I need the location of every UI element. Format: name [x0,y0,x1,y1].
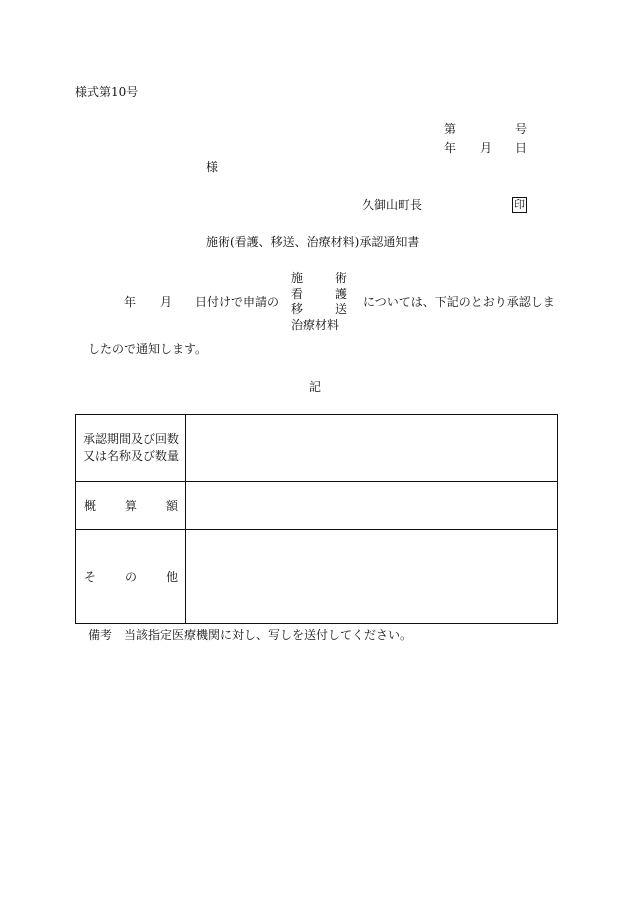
label-char: 算 [124,498,137,513]
label-char: 概 [84,498,97,513]
label-line: 承認期間及び回数 [83,432,180,446]
remarks-label: 備考 [88,628,113,642]
service-char: 送 [334,302,347,316]
value-cell-other [186,530,558,624]
body-month: 月 [160,295,173,309]
service-char: 術 [334,271,347,285]
addressee-suffix: 様 [206,160,219,174]
row-label-estimated-amount [76,482,186,530]
service-option [291,318,347,334]
date-month: 月 [480,141,493,155]
label-char: 他 [165,569,178,584]
date-day: 日 [515,141,528,155]
service-option [291,287,347,303]
service-char: 施 [291,271,304,285]
body-second-line: したので通知します。 [88,342,208,356]
seal-stamp: 印 [514,198,525,211]
service-char: 移 [291,302,304,316]
date-year: 年 [444,141,457,155]
remarks-text: 当該指定医療機関に対し、写しを送付してください。 [124,628,413,642]
value-cell-approval-period [186,415,558,482]
body-continuation: については、下記のとおり承認しま [363,295,555,309]
table-row [76,482,558,530]
doc-number-prefix: 第 [444,122,457,136]
document-title: 施術(看護、移送、治療材料)承認通知書 [206,235,420,249]
body-dated-applied: 日付けで申請の [195,295,280,309]
service-char: 治療材料 [291,317,340,332]
form-number: 様式第10号 [75,85,139,99]
body-year: 年 [124,295,137,309]
value-cell-estimated-amount [186,482,558,530]
service-option [291,302,347,318]
doc-number-suffix: 号 [515,122,528,136]
seal-mark [512,197,527,213]
ki-heading: 記 [309,380,322,394]
row-label-other [76,530,186,624]
service-char: 護 [334,286,347,301]
record-table [75,414,558,624]
table-row [76,530,558,624]
service-char: 看 [291,286,304,301]
label-char: そ [84,569,97,584]
label-line: 又は名称及び数量 [83,449,180,463]
service-options [291,271,347,333]
service-option [291,271,347,287]
label-char: の [124,569,137,584]
issuer-name: 久御山町長 [362,198,423,212]
row-label-approval-period [76,415,186,482]
table-row [76,415,558,482]
label-char: 額 [165,498,178,513]
